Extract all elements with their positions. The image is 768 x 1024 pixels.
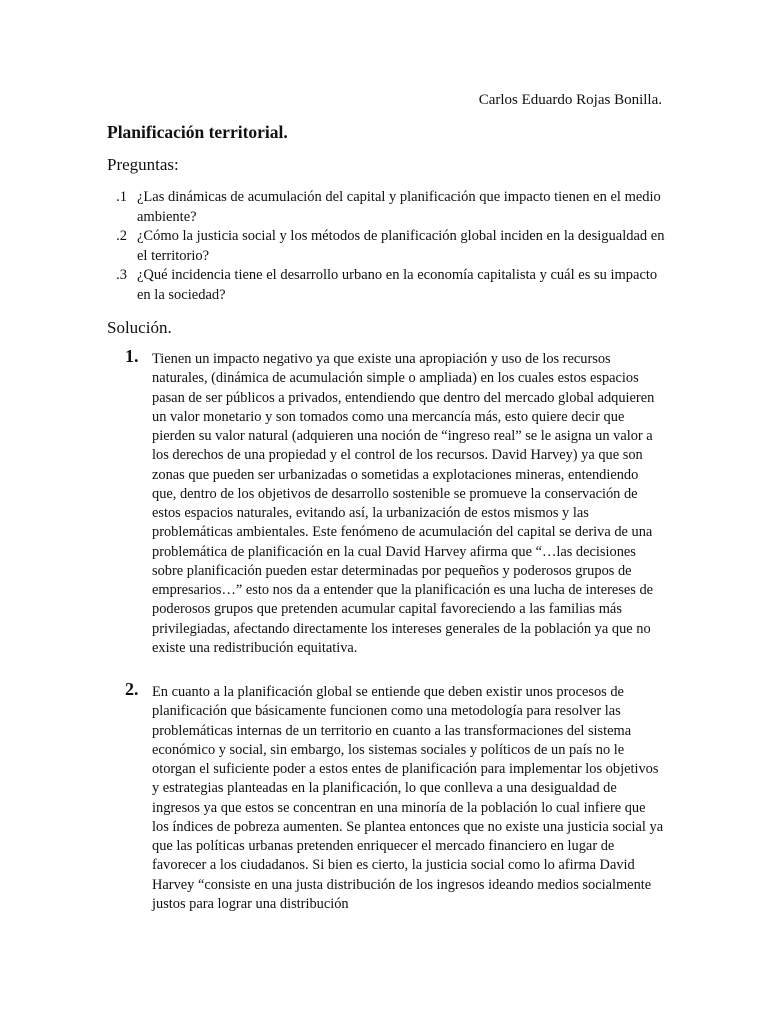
questions-list — [107, 188, 667, 305]
answer-number: 2. — [125, 679, 139, 699]
answer-text: Tienen un impacto negativo ya que existe una apropiación y uso de los recursos naturales, (dinámica de acumulación simple o ampliada) en los cuales estos espacios pasan de ser públicos a privados, entendiendo que dentro del mercado global adquieren un valor monetario y son tomados como una mercancía más, esto quiere decir que pierden su valor natural (adquieren una noción de “ingreso real” se le asigna un valor a los derechos de una propiedad y el control de los recursos. David Harvey) ya que son zonas que pueden ser urbanizadas o sometidas a explotaciones mineras, entendiendo que, dentro de los objetivos de desarrollo sostenible se promueve la conservación de estos espacios naturales, evitando así, la urbanización de estos mismos y las problemáticas ambientales. Este fenómeno de acumulación del capital se deriva de una problemática de planificación en la cual David Harvey afirma que “…las decisiones sobre planificación pueden estar determinadas por pequeños y poderosos grupos de empresarios…” esto nos da a entender que la planificación es una lucha de intereses de poderosos grupos que pretenden acumular capital favoreciendo a las familias más privilegiadas, afectando directamente los intereses generales de la población ya que no existe una redistribución equitativa. — [152, 351, 655, 656]
question-text: ¿Qué incidencia tiene el desarrollo urbano en la economía capitalista y cuál es su impacto en la sociedad? — [137, 267, 658, 303]
question-item: 1. ¿Las dinámicas de acumulación del capital y planificación que impacto tienen en el medio ambiente? — [116, 189, 661, 225]
question-item: 3. ¿Qué incidencia tiene el desarrollo urbano en la economía capitalista y cuál es su impacto en la sociedad? — [116, 267, 658, 303]
answer-text: En cuanto a la planificación global se entiende que deben existir unos procesos de planificación que básicamente funcionen como una metodología para resolver las problemáticas internas de un territorio en cuanto a las transformaciones del sistema económico y social, sin embargo, los sistemas sociales y políticos de un país no le otorgan el suficiente poder a estos entes de planificación para implementar los objetivos y estrategias planteadas en la planificación, lo que conlleva a una desigualdad de ingresos ya que estos se concentran en una minoría de la población lo cual infiere que los índices de pobreza aumenten. Se plantea entonces que no existe una justicia social ya que las políticas urbanas pretenden enriquecer el mercado financiero en lugar de favorecer a los ciudadanos. Si bien es cierto, la justicia social como lo afirma David Harvey “consiste en una justa distribución de los ingresos ideando medios socialmente justos para lograr una distribución — [152, 684, 664, 912]
question-item: 2. ¿Cómo la justicia social y los métodos de planificación global inciden en la desigualdad en el territorio? — [116, 228, 665, 264]
questions-heading: Preguntas: — [107, 155, 179, 174]
answer-block — [125, 346, 665, 658]
question-text: ¿Cómo la justicia social y los métodos de planificación global inciden en la desigualdad en el territorio? — [137, 228, 665, 264]
solution-heading: Solución. — [107, 318, 172, 337]
answer-number: 1. — [125, 346, 139, 366]
answer-block — [125, 679, 665, 914]
document-title: Planificación territorial. — [107, 122, 288, 142]
author-name: Carlos Eduardo Rojas Bonilla. — [478, 92, 662, 108]
question-text: ¿Las dinámicas de acumulación del capital y planificación que impacto tienen en el medio ambiente? — [137, 189, 661, 225]
